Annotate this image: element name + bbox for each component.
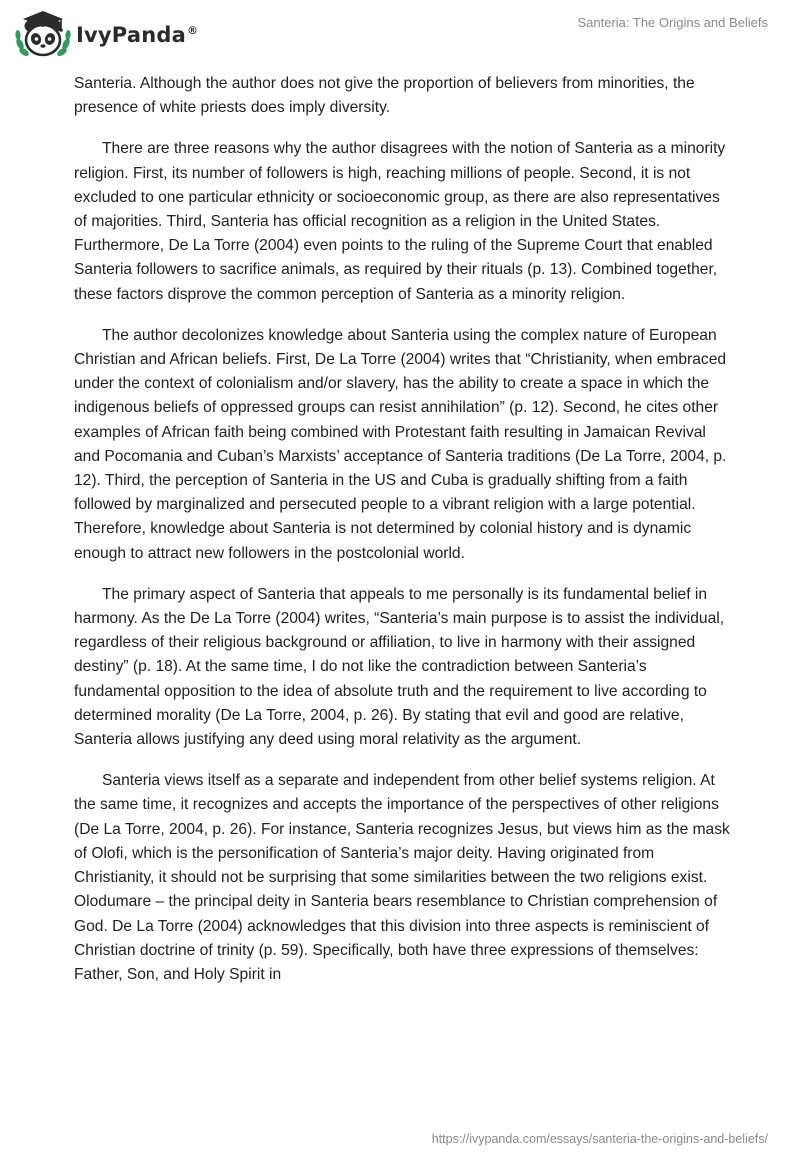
- brand-label: IvyPanda: [76, 23, 186, 47]
- paragraph-4: The primary aspect of Santeria that appeals to me personally is its fundamental belief in harmony. As the De La Torre (2004) writes, “Santeria’s main purpose is to assist the individual, regardless of their religious background or affiliation, to live in harmony with their assigned destiny” (p. 18). At the same time, I do not like the contradiction between Santeria’s fundamental opposition to the idea of absolute truth and the requirement to live according to determined morality (De La Torre, 2004, p. 26). By stating that evil and good are relative, Santeria allows justifying any deed using moral relativity as the argument.: [74, 585, 725, 749]
- paragraph-5: Santeria views itself as a separate and independent from other belief systems religion. At the same time, it recognizes and accepts the importance of the perspectives of other religions (De La Torre, 2004, p. 26). For instance, Santeria recognizes Jesus, but views him as the mask of Olofi, which is the personification of Santeria’s major deity. Having originated from Christianity, it should not be surprising that some similarities between the two religions exist. Olodumare – the principal deity in Santeria bears resemblance to Christian comprehension of God. De La Torre (2004) acknowledges that this division into three aspects is reminiscient of Christian doctrine of trinity (p. 59). Specifically, both have three expressions of themselves: Father, Son, and Holy Spirit in: [74, 772, 730, 983]
- page-header: [0, 0, 800, 72]
- essay-body: [74, 72, 730, 1004]
- paragraph-3: The author decolonizes knowledge about Santeria using the complex nature of European Christian and African beliefs. First, De La Torre (2004) writes that “Christianity, when embraced under the context of colonialism and/or slavery, has the ability to create a space in which the indigenous beliefs of oppressed groups can resist annihilation” (p. 12). Second, he cites other examples of African faith being combined with Protestant faith resulting in Jamaican Revival and Pocomania and Cuban’s Marxists’ acceptance of Santeria traditions (De La Torre, 2004, p. 12). Third, the perception of Santeria in the US and Cuba is gradually shifting from a faith followed by marginalized and persecuted people to a vibrant religion with a large potential. Therefore, knowledge about Santeria is not determined by colonial history and is dynamic enough to attract new followers in the postcolonial world.: [74, 326, 727, 562]
- registered-mark: ®: [186, 24, 199, 37]
- ivypanda-logo[interactable]: [14, 6, 198, 62]
- paragraph-1: Santeria. Although the author does not give the proportion of believers from minorities, the presence of white priests does imply diversity.: [74, 75, 695, 117]
- paragraph-2: There are three reasons why the author disagrees with the notion of Santeria as a minority religion. First, its number of followers is high, reaching millions of people. Second, it is not excluded to one particular ethnicity or socioeconomic group, as there are also representatives of majorities. Third, Santeria has official recognition as a religion in the United States. Furthermore, De La Torre (2004) even points to the ruling of the Supreme Court that enabled Santeria followers to sacrifice animals, as required by their rituals (p. 13). Combined together, these factors disprove the common perception of Santeria as a minority religion.: [74, 140, 726, 303]
- panda-graduate-icon: [14, 6, 72, 62]
- source-url-link[interactable]: https://ivypanda.com/essays/santeria-the-origins-and-beliefs/: [431, 1132, 768, 1146]
- document-title: Santeria: The Origins and Beliefs: [577, 15, 768, 30]
- brand-name: [76, 23, 198, 47]
